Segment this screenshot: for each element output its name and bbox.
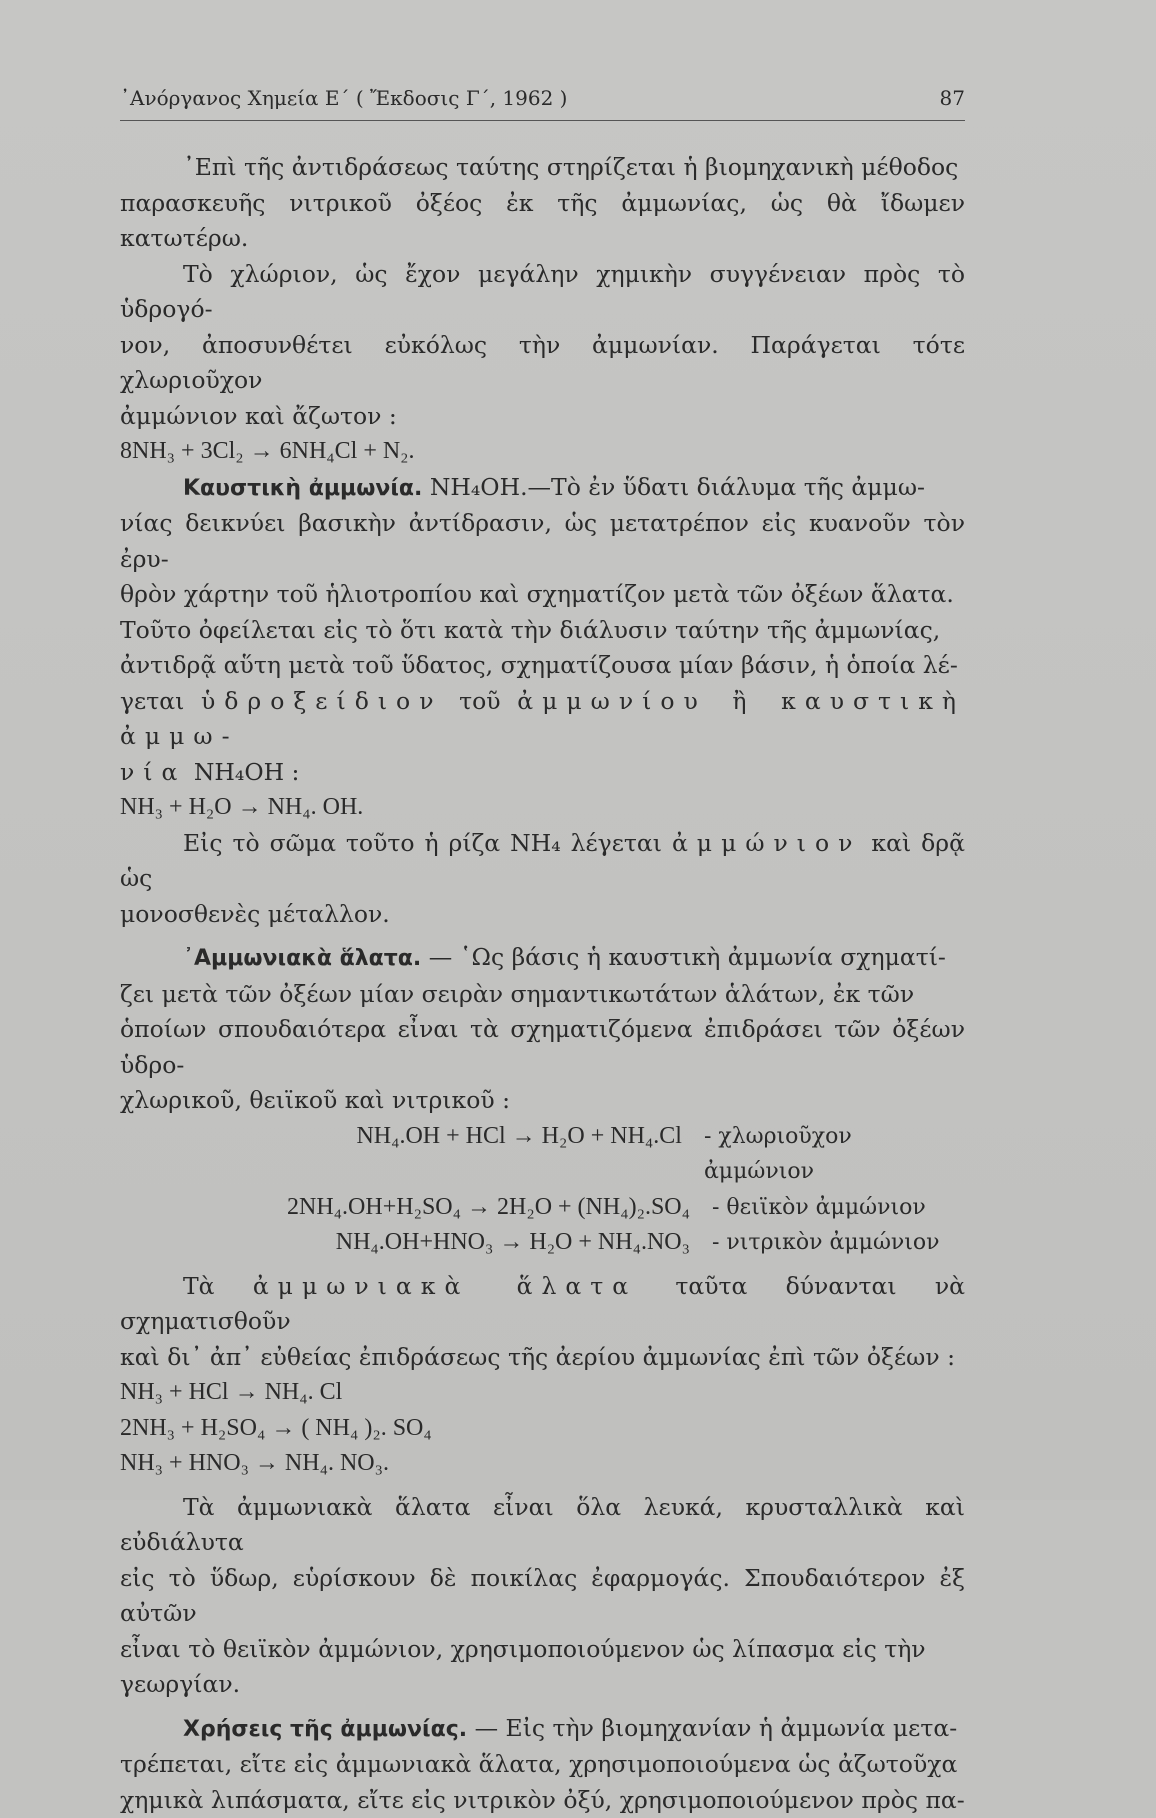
reaction-product-name: - θειϊκὸν ἀμμώνιον: [712, 1190, 926, 1226]
paragraph-line: Τὰ ἀμμωνιακὰ ἅλατα ταῦτα δύνανται νὰ σχηματισθοῦν: [120, 1269, 965, 1340]
equation: NH₃ + H₂O → NH₄. OH.: [120, 790, 965, 826]
paragraph-line: νίας δεικνύει βασικὴν ἀντίδρασιν, ὡς μετατρέπον εἰς κυανοῦν τὸν ἐρυ-: [120, 506, 965, 577]
paragraph-line: εἶναι τὸ θειϊκὸν ἀμμώνιον, χρησιμοποιούμενον ὡς λίπασμα εἰς τὴν: [120, 1632, 965, 1668]
reaction-product-name: - χλωριοῦχον ἀμμώνιον: [704, 1119, 965, 1190]
paragraph-line: Καυστικὴ ἀμμωνία. NH₄OH.—Τὸ ἐν ὕδατι διάλυμα τῆς ἀμμω-: [120, 470, 965, 507]
section-heading-salts: ᾿Αμμωνιακὰ ἅλατα.: [183, 946, 421, 971]
section-heading-uses: Χρήσεις τῆς ἀμμωνίας.: [183, 1717, 467, 1742]
paragraph-line: ᾿Επὶ τῆς ἀντιδράσεως ταύτης στηρίζεται ἡ βιομηχανικὴ μέθοδος: [120, 150, 965, 186]
spaced-term: ὑδροξείδιον: [201, 687, 443, 715]
paragraph-line: ὁποίων σπουδαιότερα εἶναι τὰ σχηματιζόμενα ἐπιδράσει τῶν ὀξέων ὑδρο-: [120, 1012, 965, 1083]
paragraph-line: χλωρικοῦ, θειϊκοῦ καὶ νιτρικοῦ :: [120, 1083, 965, 1119]
spaced-term: ἀμμωνίου ἢ καυστικὴ ἀμμω-: [120, 687, 965, 751]
reaction-product-name: - νιτρικὸν ἀμμώνιον: [712, 1225, 940, 1261]
paragraph-line: ζει μετὰ τῶν ὀξέων μίαν σειρὰν σημαντικωτάτων ἁλάτων, ἐκ τῶν: [120, 977, 965, 1013]
spaced-term: νία: [120, 758, 186, 786]
paragraph-line: Τὰ ἀμμωνιακὰ ἅλατα εἶναι ὅλα λευκά, κρυσταλλικὰ καὶ εὐδιάλυτα: [120, 1490, 965, 1561]
paragraph-line: χημικὰ λιπάσματα, εἴτε εἰς νιτρικὸν ὀξύ, χρησιμοποιούμενον πρὸς πα-: [120, 1783, 965, 1818]
reaction-equation: 2NH₄.OH+H₂SO₄ → 2H₂O + (NH₄)₂.SO₄: [120, 1190, 712, 1226]
reaction-equation: NH₄.OH + HCl → H₂O + NH₄.Cl: [120, 1119, 704, 1190]
equation: 2NH₃ + H₂SO₄ → ( NH₄ )₂. SO₄: [120, 1411, 965, 1447]
paragraph-line: γεωργίαν.: [120, 1667, 965, 1703]
paragraph-line: ᾿Αμμωνιακὰ ἅλατα. — ῾Ως βάσις ἡ καυστικὴ ἀμμωνία σχηματί-: [120, 940, 965, 977]
spaced-term: ἀμμώνιον: [672, 829, 862, 857]
reaction-equation: NH₄.OH+HNO₃ → H₂O + NH₄.NO₃: [120, 1225, 712, 1261]
paragraph-line: Εἰς τὸ σῶμα τοῦτο ἡ ρίζα NH₄ λέγεται ἀμμώνιον καὶ δρᾷ ὡς: [120, 826, 965, 897]
spaced-term: ἀμμωνιακὰ ἅλατα: [253, 1272, 637, 1300]
paragraph-line: καὶ δι᾿ ἀπ᾿ εὐθείας ἐπιδράσεως τῆς ἀερίου ἀμμωνίας ἐπὶ τῶν ὀξέων :: [120, 1340, 965, 1376]
equation: NH₃ + HCl → NH₄. Cl: [120, 1375, 965, 1411]
section-heading-caustic: Καυστικὴ ἀμμωνία.: [183, 476, 422, 501]
paragraph-line: Τοῦτο ὀφείλεται εἰς τὸ ὅτι κατὰ τὴν διάλυσιν ταύτην τῆς ἀμμωνίας,: [120, 613, 965, 649]
header-rule: [120, 120, 965, 121]
paragraph-line: γεται ὑδροξείδιον τοῦ ἀμμωνίου ἢ καυστικὴ ἀμμω-: [120, 684, 965, 755]
body-text: [120, 150, 965, 1818]
reaction-row: [120, 1190, 965, 1226]
reaction-row: [120, 1225, 965, 1261]
page-number: 87: [940, 86, 965, 110]
paragraph-line: νία NH₄OH :: [120, 755, 965, 791]
paragraph-line: μονοσθενὲς μέταλλον.: [120, 897, 965, 933]
paragraph-line: Χρήσεις τῆς ἀμμωνίας. — Εἰς τὴν βιομηχανίαν ἡ ἀμμωνία μετα-: [120, 1711, 965, 1748]
running-title: ᾿Ανόργανος Χημεία Ε΄ ( Ἔκδοσις Γ΄, 1962 ): [120, 86, 567, 110]
page-header: [120, 86, 965, 110]
equation: 8NH₃ + 3Cl₂ → 6NH₄Cl + N₂.: [120, 434, 965, 470]
paragraph-line: ἀμμώνιον καὶ ἄζωτον :: [120, 399, 965, 435]
paragraph-line: τρέπεται, εἴτε εἰς ἀμμωνιακὰ ἅλατα, χρησιμοποιούμενα ὡς ἀζωτοῦχα: [120, 1747, 965, 1783]
paragraph-line: νον, ἀποσυνθέτει εὐκόλως τὴν ἀμμωνίαν. Παράγεται τότε χλωριοῦχον: [120, 328, 965, 399]
equation: NH₃ + HNO₃ → NH₄. NO₃.: [120, 1446, 965, 1482]
reaction-row: [120, 1119, 965, 1190]
paragraph-line: θρὸν χάρτην τοῦ ἡλιοτροπίου καὶ σχηματίζον μετὰ τῶν ὀξέων ἅλατα.: [120, 577, 965, 613]
paragraph-line: Τὸ χλώριον, ὡς ἔχον μεγάλην χημικὴν συγγένειαν πρὸς τὸ ὑδρογό-: [120, 257, 965, 328]
paragraph-line: ἀντιδρᾷ αὕτη μετὰ τοῦ ὕδατος, σχηματίζουσα μίαν βάσιν, ἡ ὁποία λέ-: [120, 648, 965, 684]
paragraph-line: παρασκευῆς νιτρικοῦ ὀξέος ἐκ τῆς ἀμμωνίας, ὡς θὰ ἴδωμεν κατωτέρω.: [120, 186, 965, 257]
paragraph-line: εἰς τὸ ὕδωρ, εὑρίσκουν δὲ ποικίλας ἐφαρμογάς. Σπουδαιότερον ἐξ αὐτῶν: [120, 1561, 965, 1632]
